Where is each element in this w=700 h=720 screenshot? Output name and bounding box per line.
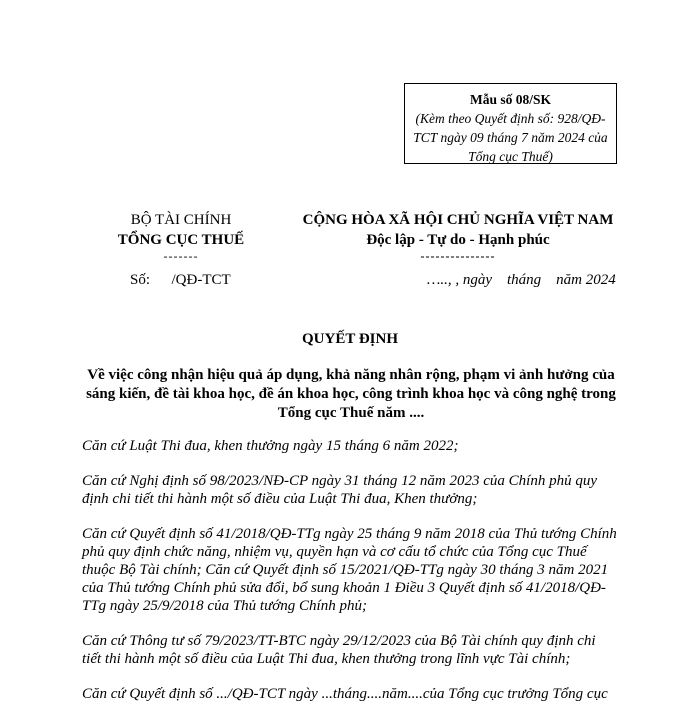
paragraph: Căn cứ Quyết định số 41/2018/QĐ-TTg ngày 25 tháng 9 năm 2018 của Thủ tướng Chính phủ quy định chức năng, nhiệm vụ, quyền hạn và cơ cấu tổ chức của Tổng cục Thuế thuộc Bộ Tài chính; Căn cứ Quyết định số 15/2021/QĐ-TTg ngày 30 tháng 3 năm 2021 của Thủ tướng Chính phủ sửa đổi, bổ sung khoản 1 Điều 3 Quyết định số 41/2018/QĐ-TTg ngày 25/9/2018 của Thủ tướng Chính phủ; — [82, 526, 617, 614]
national-separator: --------------- — [420, 249, 496, 263]
paragraph: Căn cứ Quyết định số .../QĐ-TCT ngày ...tháng....năm....của Tổng cục trưởng Tổng cục — [82, 686, 608, 702]
document-date: ….., , ngày tháng năm 2024 — [427, 272, 616, 288]
national-motto: Độc lập - Tự do - Hạnh phúc — [366, 232, 550, 248]
issuer-header — [106, 210, 256, 262]
document-number-label: Số: — [130, 272, 151, 288]
form-number-title: Mẫu số 08/SK — [469, 92, 551, 107]
issuer-separator: ------- — [163, 249, 199, 263]
document-title: QUYẾT ĐỊNH — [302, 331, 398, 347]
department-name: TỔNG CỤC THUẾ — [117, 232, 245, 248]
ministry-name: BỘ TÀI CHÍNH — [130, 212, 232, 228]
national-header — [282, 210, 634, 262]
document-body — [82, 437, 618, 720]
paragraph: Căn cứ Nghị định số 98/2023/NĐ-CP ngày 31 tháng 12 năm 2023 của Chính phủ quy định chi tiết thi hành một số điều của Luật Thi đua, Khen thưởng; — [82, 473, 597, 507]
document-number — [130, 272, 231, 289]
document-subject: Về việc công nhận hiệu quả áp dụng, khả năng nhân rộng, phạm vi ảnh hưởng của sáng kiến, đề tài khoa học, đề án khoa học, công trình khoa học và công nghệ trong Tổng cục Thuế năm .... — [86, 367, 616, 421]
form-number-box — [404, 83, 617, 164]
form-number-note: (Kèm theo Quyết định số: 928/QĐ-TCT ngày 09 tháng 7 năm 2024 của Tổng cục Thuế) — [413, 111, 608, 164]
document-number-value: /QĐ-TCT — [171, 272, 231, 288]
paragraph: Căn cứ Luật Thi đua, khen thưởng ngày 15 tháng 6 năm 2022; — [82, 438, 459, 454]
paragraph: Căn cứ Thông tư số 79/2023/TT-BTC ngày 29/12/2023 của Bộ Tài chính quy định chi tiết thi hành một số điều của Luật Thi đua, khen thưởng trong lĩnh vực Tài chính; — [82, 633, 596, 667]
country-name: CỘNG HÒA XÃ HỘI CHỦ NGHĨA VIỆT NAM — [302, 212, 614, 228]
